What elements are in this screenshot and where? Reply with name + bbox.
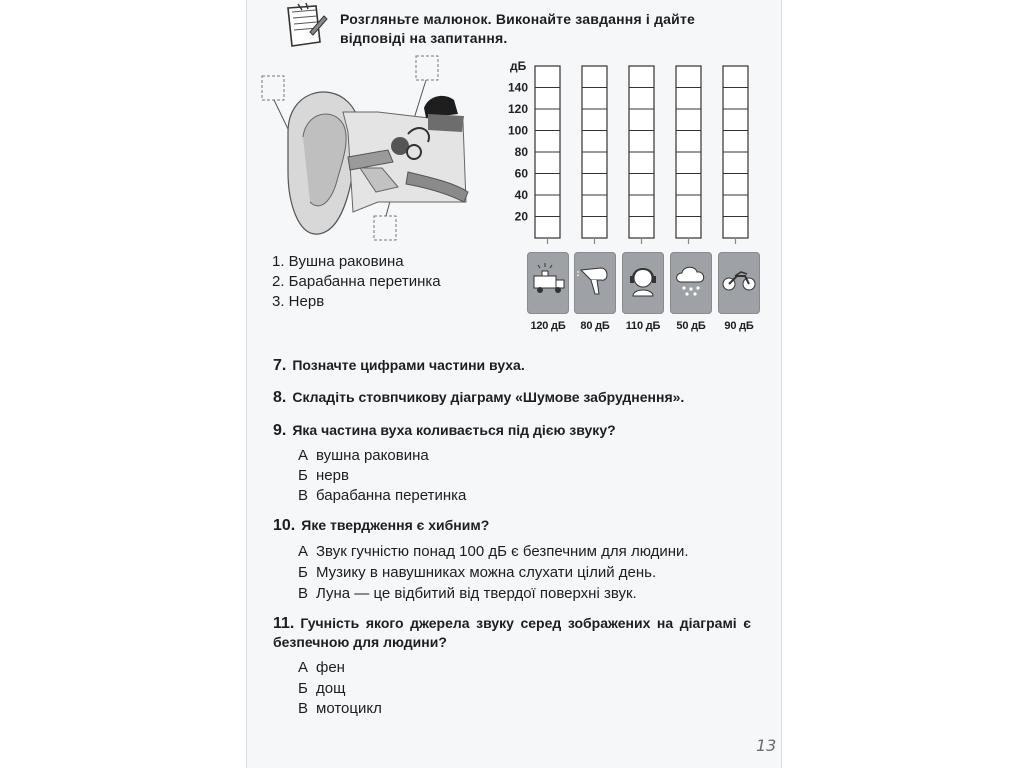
q9-option-a-text: вушна раковина — [316, 447, 429, 464]
y-tick-label: 140 — [507, 80, 528, 95]
q10-option-b-letter: Б — [298, 564, 308, 581]
q10-option-a-text: Звук гучністю понад 100 дБ є безпечним для людини. — [316, 543, 689, 560]
motorcycle-icon — [718, 252, 760, 314]
question-11-number: 11. — [273, 615, 295, 632]
q11-option-b-text: дощ — [316, 680, 346, 697]
q10-option-b-text: Музику в навушниках можна слухати цілий день. — [316, 564, 657, 581]
value-label-siren: 120 дБ — [530, 320, 566, 332]
q11-option-c-letter: В — [298, 700, 309, 717]
y-tick-label: 20 — [514, 209, 528, 224]
question-7-text: Позначте цифрами частини вуха. — [292, 357, 525, 373]
q9-option-c-letter: В — [298, 487, 309, 504]
question-8 — [273, 388, 684, 407]
y-tick-label: 80 — [514, 145, 528, 159]
chart-column-headphones-person-icon[interactable] — [629, 66, 654, 244]
q11-option-b[interactable] — [298, 679, 345, 699]
q11-option-c[interactable] — [298, 699, 382, 719]
chart-column-siren-truck-icon[interactable] — [535, 66, 560, 244]
page-number: 13 — [756, 736, 777, 755]
y-tick-label: 100 — [507, 123, 528, 138]
instruction-line-1: Розгляньте малюнок. Виконайте завдання і дайте — [340, 11, 696, 27]
noise-bar-chart — [500, 56, 770, 261]
notebook-icon — [282, 2, 328, 55]
question-7-number: 7. — [273, 357, 287, 374]
q10-option-c-text: Луна — це відбитий від твердої поверхні звук. — [316, 585, 637, 602]
q10-option-a-letter: А — [298, 543, 309, 560]
ear-part-3: 3. Нерв — [272, 293, 325, 310]
ear-parts-list — [272, 252, 441, 312]
chart-column-rain-cloud-icon[interactable] — [676, 66, 701, 244]
ear-part-2: 2. Барабанна перетинка — [272, 273, 441, 290]
q10-option-c-letter: В — [298, 585, 309, 602]
question-8-text: Складіть стовпчикову діаграму «Шумове забруднення». — [292, 389, 685, 405]
q9-option-a-letter: А — [298, 447, 309, 464]
question-11-text: Гучність якого джерела звуку серед зображених на діаграмі є безпечною для людини? — [273, 615, 751, 650]
chart-column-hair-dryer-icon[interactable] — [582, 66, 607, 244]
question-7 — [273, 356, 525, 375]
question-10 — [273, 516, 489, 535]
q9-option-b-text: нерв — [316, 467, 349, 484]
q10-option-c[interactable] — [298, 584, 637, 604]
rain-cloud-icon — [670, 252, 712, 314]
question-9-number: 9. — [273, 422, 287, 439]
q11-option-a[interactable] — [298, 658, 345, 678]
q11-option-a-text: фен — [316, 659, 345, 676]
headphones-person-icon — [622, 252, 664, 314]
q9-option-a[interactable] — [298, 446, 429, 466]
question-10-text: Яке твердження є хибним? — [301, 517, 490, 533]
question-8-number: 8. — [273, 389, 287, 406]
instruction-line-2: відповіді на запитання. — [340, 30, 508, 46]
y-tick-label: 120 — [507, 102, 528, 116]
siren-truck-icon — [527, 252, 569, 314]
q11-option-b-letter: Б — [298, 680, 308, 697]
value-label-headphones: 110 дБ — [625, 320, 661, 332]
q10-option-a[interactable] — [298, 542, 689, 562]
q9-option-b[interactable] — [298, 466, 349, 486]
chart-column-motorcycle-icon[interactable] — [723, 66, 748, 244]
q9-option-c-text: барабанна перетинка — [316, 487, 467, 504]
value-label-rain: 50 дБ — [676, 320, 706, 332]
q11-option-c-text: мотоцикл — [316, 700, 382, 717]
task-instruction — [340, 10, 740, 48]
q9-option-c[interactable] — [298, 486, 466, 506]
q10-option-b[interactable] — [298, 563, 656, 583]
y-axis-label: дБ — [510, 59, 527, 73]
y-tick-label: 40 — [514, 188, 528, 202]
value-label-hair-dryer: 80 дБ — [580, 320, 610, 332]
question-9-text: Яка частина вуха коливається під дією звуку? — [292, 422, 616, 438]
ear-part-1: 1. Вушна раковина — [272, 253, 404, 270]
hair-dryer-icon — [574, 252, 616, 314]
question-10-number: 10. — [273, 517, 296, 534]
question-9 — [273, 421, 616, 440]
question-11 — [273, 614, 751, 652]
y-tick-label: 60 — [514, 166, 528, 181]
value-label-motorcycle: 90 дБ — [724, 320, 754, 332]
q9-option-b-letter: Б — [298, 467, 308, 484]
q11-option-a-letter: А — [298, 659, 309, 676]
ear-illustration — [258, 52, 478, 247]
